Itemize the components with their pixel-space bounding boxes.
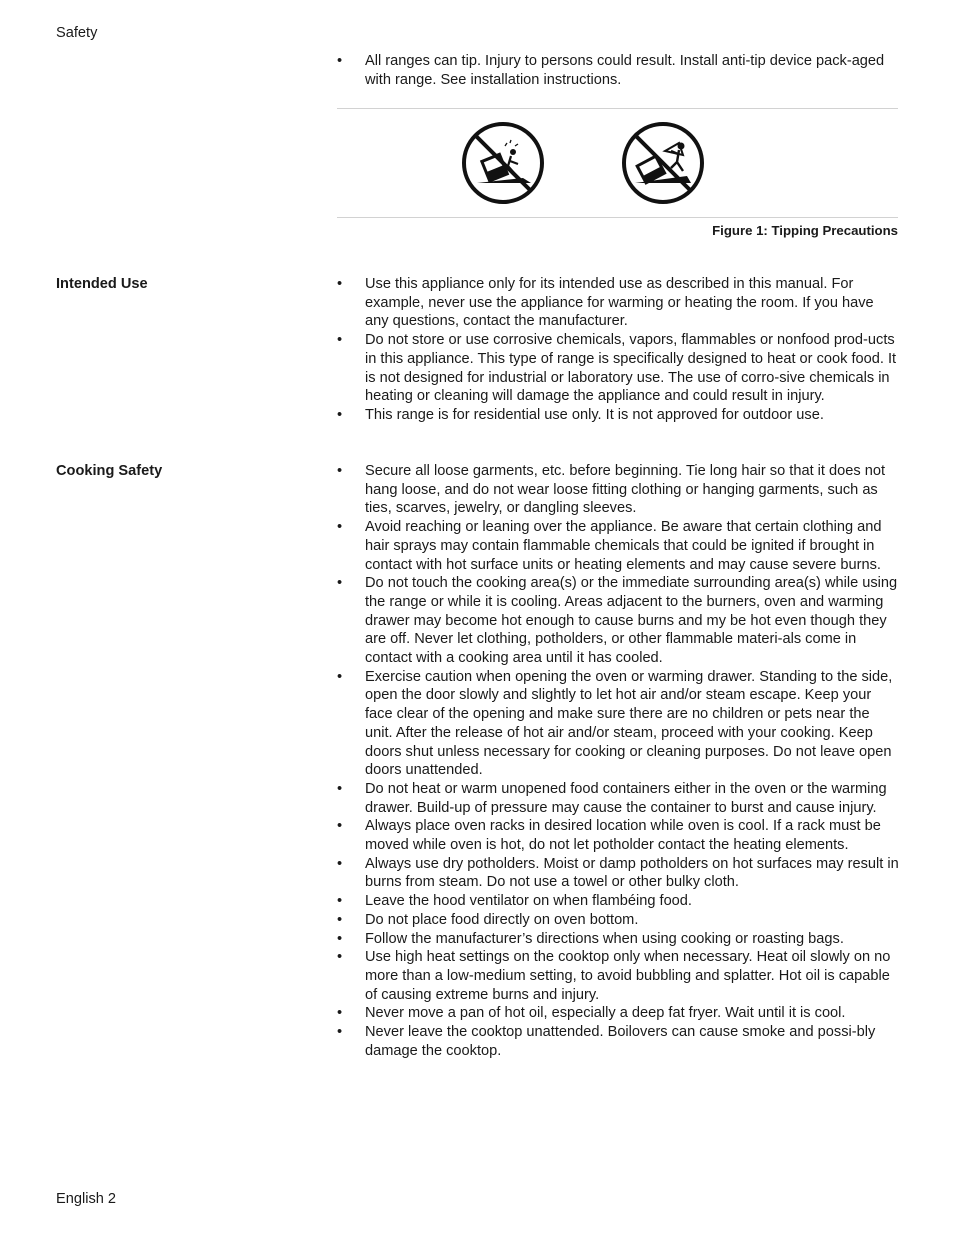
list-item-text: Avoid reaching or leaning over the appliance. Be aware that certain clothing and hair sprays may contain flammable chemicals that could be ignited if brought in contact with hot surface units or heating elements and may cause severe burns. [365, 519, 882, 573]
list-item-text: Do not place food directly on oven bottom. [365, 911, 639, 928]
list-item-text: Always use dry potholders. Moist or damp potholders on hot surfaces may result in burns from steam. Do not use a towel or other bulky cloth. [365, 855, 899, 891]
list-item: • Secure all loose garments, etc. before beginning. Tie long hair so that it does not hang loose, and do not wear loose fitting clothing or hanging garments, such as ties, scarves, jewelry, or dangling sleeves. [337, 463, 886, 517]
list-item-text: Do not touch the cooking area(s) or the immediate surrounding area(s) while using the range or while it is cooling. Areas adjacent to the burners, oven and warming drawer may become hot enough to cause burns and my be hot even though they are off. Never let clothing, potholders, or other flammable materi-als come in contact with a cooking area until it has cooled. [365, 575, 898, 667]
list-item: • Leave the hood ventilator on when flambéing food. [337, 893, 692, 910]
no-climbing-on-door-icon [621, 121, 705, 205]
page-footer: English 2 [56, 1191, 117, 1207]
list-item: • Do not touch the cooking area(s) or the immediate surrounding area(s) while using the range or while it is cooling. Areas adjacent to the burners, oven and warming drawer may become hot enough to cause burns and my be hot even though they are off. Never let clothing, potholders, or other flammable materi-als come in contact with a cooking area until it has cooled. [337, 575, 898, 667]
list-item-text: Do not heat or warm unopened food containers either in the oven or the warming drawer. Build-up of pressure may cause the container to burst and cause injury. [365, 780, 887, 816]
figure-caption: Figure 1: Tipping Precautions [712, 223, 898, 238]
list-item-text: Follow the manufacturer’s directions when using cooking or roasting bags. [365, 930, 844, 947]
list-item-text: Use high heat settings on the cooktop only when necessary. Heat oil slowly on no more than a low-medium setting, to avoid bubbling and splatter. Hot oil is capable of causing extreme burns and injury. [365, 949, 891, 1003]
list-item: • Never leave the cooktop unattended. Boilovers can cause smoke and possi-bly damage the cooktop. [337, 1024, 876, 1059]
list-item: • This range is for residential use only. It is not approved for outdoor use. [337, 406, 824, 423]
section-heading-cooking-safety: Cooking Safety [56, 463, 163, 479]
list-item: • All ranges can tip. Injury to persons could result. Install anti-tip device pack-aged with range. See installation instructions. [337, 53, 885, 88]
list-item-text: Use this appliance only for its intended use as described in this manual. For example, never use the appliance for warming or heating the room. If you have any questions, contact the manufacturer. [365, 276, 874, 330]
intended-use-list [337, 275, 899, 425]
list-item-text: Leave the hood ventilator on when flambéing food. [365, 893, 692, 910]
list-item: • Do not store or use corrosive chemicals, vapors, flammables or nonfood prod-ucts in this appliance. This type of range is specifically designed to heat or cook food. It is not designed for industrial or laboratory use. The use of corro-sive chemicals in heating or cleaning will damage the appliance and could result in injury. [337, 332, 897, 405]
list-item: • Do not heat or warm unopened food containers either in the oven or the warming drawer. Build-up of pressure may cause the container to burst and cause injury. [337, 780, 887, 816]
list-item-text: Do not store or use corrosive chemicals, vapors, flammables or nonfood prod-ucts in this appliance. This type of range is specifically designed to heat or cook food. It is not designed for industrial or laboratory use. The use of corro-sive chemicals in heating or cleaning will damage the appliance and could result in injury. [365, 332, 897, 405]
list-item: • Do not place food directly on oven bottom. [337, 911, 639, 928]
section-heading-intended-use: Intended Use [56, 276, 148, 292]
running-header: Safety [56, 25, 98, 41]
list-item-text: Exercise caution when opening the oven or warming drawer. Standing to the side, open the door slowly and slightly to let hot air and/or steam escape. Keep your face clear of the opening and make sure there are no children or pets near the unit. After the release of hot air and/or steam, proceed with your cooking. Keep doors shut unless necessary for cooking or cleaning purposes. Do not leave open doors unattended. [365, 668, 893, 779]
list-item-text: All ranges can tip. Injury to persons could result. Install anti-tip device pack-aged with range. See installation instructions. [365, 53, 885, 88]
cooking-safety-list [337, 462, 899, 1061]
list-item: • Avoid reaching or leaning over the appliance. Be aware that certain clothing and hair sprays may contain flammable chemicals that could be ignited if brought in contact with hot surface units or heating elements and may cause severe burns. [337, 519, 882, 573]
list-item: • Never move a pan of hot oil, especially a deep fat fryer. Wait until it is cool. [337, 1005, 846, 1022]
list-item-text: Always place oven racks in desired location while oven is cool. If a rack must be moved while oven is hot, do not let potholder contact the heating elements. [365, 818, 881, 854]
tip-warning [337, 52, 899, 89]
list-item-text: Never move a pan of hot oil, especially a deep fat fryer. Wait until it is cool. [365, 1005, 846, 1022]
list-item-text: Never leave the cooktop unattended. Boilovers can cause smoke and possi-bly damage the cooktop. [365, 1024, 876, 1059]
list-item: • Always use dry potholders. Moist or damp potholders on hot surfaces may result in burns from steam. Do not use a towel or other bulky cloth. [337, 855, 899, 891]
list-item: • Follow the manufacturer’s directions when using cooking or roasting bags. [337, 930, 844, 947]
list-item: • Exercise caution when opening the oven or warming drawer. Standing to the side, open the door slowly and slightly to let hot air and/or steam escape. Keep your face clear of the opening and make sure there are no children or pets near the unit. After the release of hot air and/or steam, proceed with your cooking. Keep doors shut unless necessary for cooking or cleaning purposes. Do not leave open doors unattended. [337, 668, 893, 779]
list-item: • Use high heat settings on the cooktop only when necessary. Heat oil slowly on no more than a low-medium setting, to avoid bubbling and splatter. Hot oil is capable of causing extreme burns and injury. [337, 949, 891, 1003]
list-item-text: This range is for residential use only. It is not approved for outdoor use. [365, 406, 824, 423]
list-item: • Always place oven racks in desired location while oven is cool. If a rack must be moved while oven is hot, do not let potholder contact the heating elements. [337, 818, 881, 854]
list-item: • Use this appliance only for its intended use as described in this manual. For example, never use the appliance for warming or heating the room. If you have any questions, contact the manufacturer. [337, 276, 874, 330]
figure-top-rule [337, 108, 898, 109]
list-item-text: Secure all loose garments, etc. before beginning. Tie long hair so that it does not hang loose, and do not wear loose fitting clothing or hanging garments, such as ties, scarves, jewelry, or dangling sleeves. [365, 463, 886, 517]
no-tipping-range-icon [461, 121, 545, 205]
figure-bottom-rule [337, 217, 898, 218]
